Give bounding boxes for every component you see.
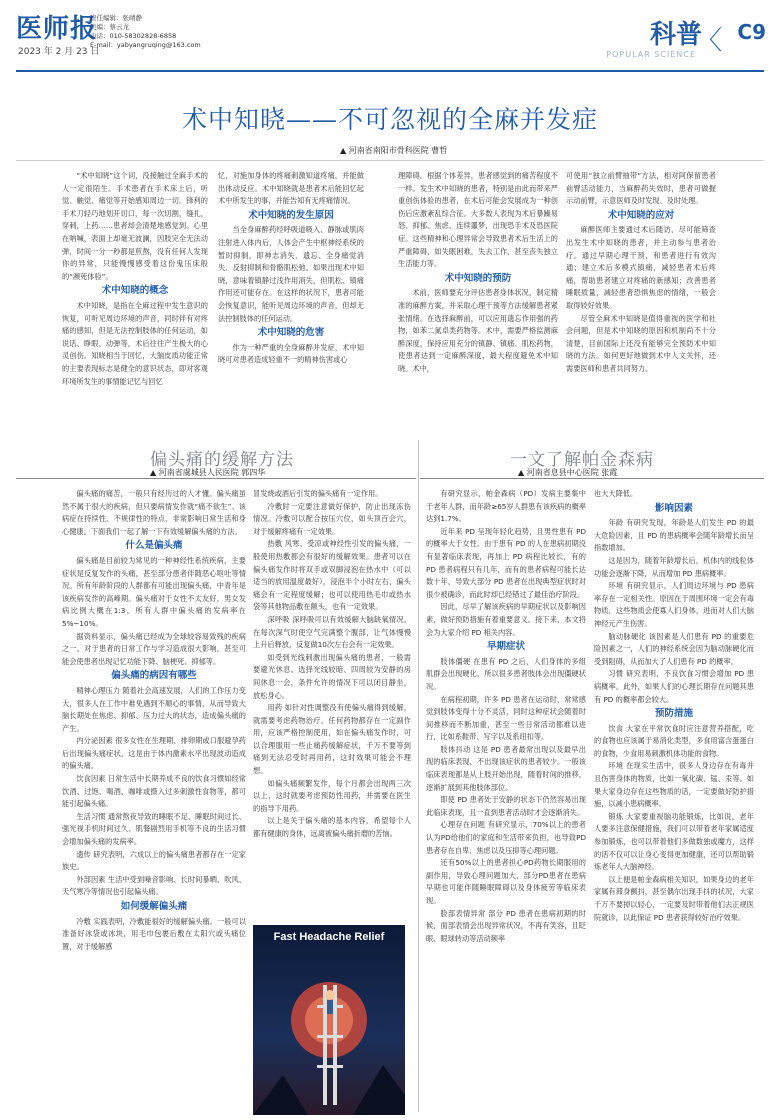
section-title: 科普 (649, 20, 702, 50)
paragraph: 这是因为，随着年龄增长后，机体内的线粒体功能会逐渐下降，从而增加 PD 患病概率。 (594, 555, 754, 578)
paragraph: 忆，对施加身体的疼痛刺激知道疼痛，并能做出体动反应。术中知晓就是患者术后能回忆起术中所发生的事，并能告知有无疼痛情况。 (218, 171, 364, 206)
paragraph: 偏头痛的痛苦，一般只有经历过的人才懂。偏头痛虽然不属于很大的疾病，但只要病情发作就“痛不欲生”。该病症在持续性、不规律性的特点，非常影响日常生活和身心健康。下面我们一起了解一下有效缓解偏头痛的方法。 (62, 489, 246, 536)
editor-line: 责任编辑：张晴静 (90, 14, 142, 22)
paragraph: 年龄 有研究发现，年龄是人们发生 PD 的最大危险因素，且 PD 的患病概率会随年龄增长而呈指数增加。 (594, 518, 754, 553)
paragraph: 外部因素 生活中受到噪音影响、长时间暴晒、吹风、天气寒冷等情况也引起偏头痛。 (62, 874, 246, 897)
paragraph: “术中知晓”这个词，没接触过全麻手术的人一定很陌生。手术患者在手术床上后，听觉、触觉、痛觉等开始感知周边一切。锋利的手术刀轻巧地划开切口，每一次切割，缝扎，穿刺，上药……患者却会清楚地感觉到。心里在呐喊，表面上却毫无波澜，因肢完全无法动弹，时间一分一秒都是煎熬，没有任何人发现你的异常，只能慢慢感受着这份鬼压床般的“濒死体验”。 (62, 171, 208, 281)
figure-title: Fast Headache Relief (273, 931, 385, 943)
paragraph: 当全身麻醉药经呼吸道吸入、静脉或肌肉注射进入体内后，人体会产生中枢神经系统的暂时抑制，即神志消失、遗忘、全身痛觉消失、反射抑制和骨骼肌松弛。如果出现术中知晓，意味着镇静过浅作用消失，但肌松、镇痛作用还可能存在。在这样的状况下，患者可能会恢复意识，能听见周边环境的声音，但却无法控制肢体的任何运动。 (218, 225, 364, 323)
head-illustration-icon (253, 925, 405, 1115)
page-number: C9 (737, 20, 766, 44)
article3-title: 一文了解帕金森病 (510, 450, 654, 470)
paragraph: 如受到光线刺激出现偏头痛的患者，一般需要避光休息。选择光线较暗、四周较为安静的房间休息一会，条件允许的情况下可以闭目静坐，放松身心。 (253, 652, 411, 700)
article1-rule (16, 160, 764, 161)
paragraph: 偏头痛是目前较为常见的一种神经性系统疾病，主要症状是反复发作的头痛，甚至部分患者伴随恶心呕吐等情况。所有年龄阶段的人群都有可能出现偏头痛，中青年是该疾病发作的高峰期。偏头痛对于女性不太友好，男女发病比例大概在1:3，所有人群中偏头痛的发病率在5%~10%。 (62, 555, 246, 628)
article1-title: 术中知晓——不可忽视的全麻并发症 (181, 105, 598, 134)
article1-byline: ▲ 河南省南阳市骨科医院 曹哲 (340, 146, 448, 155)
section-subtitle: POPULAR SCIENCE (606, 50, 696, 59)
article3-rule (420, 478, 764, 479)
subheading: 术中知晓的预防 (444, 272, 512, 284)
paragraph: 还有50%以上的患者担心PD药物长期服用的副作用，导致心理问题加大，部分PD患者在患病早期也可能伴随睡眠障碍以及身体疲劳等临床表现。 (426, 858, 586, 905)
article2-title: 偏头痛的缓解方法 (150, 450, 294, 470)
paragraph: 近年来 PD 呈现年轻化趋势，且男性患有 PD 的概率大于女性。由于患有 PD 的人在患病初期没有显著临床表现，再加上 PD 病程比较长，有的 PD 患者病程只有几年，而有的患者病程可能长达数十年，导致大部分 PD 患者在出现典型症状时对很少被确诊，而此时却已经错过了最佳治疗阶段。 (426, 526, 586, 599)
article2-colA (62, 488, 246, 953)
subheading: 如何缓解偏头痛 (120, 901, 188, 912)
paragraph: 冒发烧或酒后引发的偏头痛有一定作用。 (253, 489, 383, 498)
paragraph: 精神心理压力 随着社会高速发展，人们的工作压力变大，很多人在工作中难免遇到不顺心的事情，从而导致大脑长期处在焦虑、抑郁、压力过大的状态，造成偏头痛的产生。 (62, 685, 246, 733)
paragraph: 冷敷 实践表明，冷敷能很好的缓解偏头痛。一般可以准备好冰袋或冰块，用毛巾包裹后敷在太阳穴或头痛位置，对于缓解感 (62, 916, 246, 951)
paragraph: 因此，尽早了解该疾病的早期症状以及影响因素，做好预防措施有着重要意义。接下来，本文将会为大家介绍 PD 相关内容。 (426, 602, 586, 637)
article1-col3 (398, 170, 558, 376)
paragraph: 尽管全麻术中知晓是值得重视的医学和社会问题，但是术中知晓的原因和机制尚不十分清楚，目前国际上还没有能够完全预防术中知晓的方法。如何更好地做到术中人文关怀，还需要医师和患者共同努力。 (566, 313, 716, 373)
editor-line: 美编：蔡云龙 (90, 23, 129, 31)
subheading: 术中知晓的危害 (257, 327, 325, 339)
paragraph: 可使用“独立前臂抽带”方法，相对阿保留患者前臂活动能力，当麻醉药失效时，患者可做握示动前臂，示意医师及时发现、及时处理。 (566, 171, 716, 206)
article1-col2 (218, 170, 364, 367)
paragraph: 即使 PD 患者处于安静的状态下仍然容易出现此临床表现，且一直到患者活动时才会逐渐消失。 (426, 795, 586, 817)
issue-date: 2023 年 2 月 23 日 (18, 47, 100, 57)
paragraph: 肢体抖动 这是 PD 患者最常出现以及最早出现的临床表现，不出现该症状的患者较少。一般该临床表现都是从上肢开始出现，随着时间的推移，逐渐扩展到其他肢体部位。 (426, 744, 586, 792)
subheading: 早期症状 (486, 641, 525, 653)
paragraph: 如偏头痛频繁发作，每个月都会出现两三次以上，这时就要考虑预防性用药，并需要在医生的指导下用药。 (253, 778, 411, 813)
paragraph: 环境 有研究显示，人们周边环境与 PD 患病率存在一定相关性。原因在于周围环境一定会有毒物质，这些物质会使寡人们身体，进而对人们大脑神经元产生伤害。 (594, 581, 754, 628)
article3-byline: ▲ 河南省息县中心医院 张霞 (518, 468, 618, 477)
subheading: 预防措施 (654, 708, 693, 720)
header-rule (16, 70, 764, 72)
paragraph: 有研究显示，帕金森病（PD）发病主要集中于老年人群，而年龄≥65岁人群患有该疾病的概率达到1.7%。 (426, 489, 586, 524)
paragraph: 饮食 大家在平常饮食时应注意营养搭配，吃的食物也应该属于易消化类型，多食用富含蛋蛋白的食物，少食用易刺激机体功能的食物。 (594, 723, 754, 758)
article3-colD (594, 488, 754, 924)
paragraph: 以上便是帕金森病相关知识，如果身边的老年家属有滞身颤抖，甚至偶尔出现手抖的状况，大家千万不要掉以轻心，一定要及时带着他们去正规医院就诊，以此保证 PD 患者获得较好治疗效果。 (594, 874, 754, 922)
paragraph: 锻炼 大家要重视脑功能锻炼，比如说，老年人要多注意保健措施，我们可以带着老年家属适度参加锻炼，也可以带着他们多做数独或魔方，这样的话不仅可以让身心变得更加健康，还可以帮助锻炼老年人大脑神经。 (594, 811, 754, 872)
paragraph: 遗传 研究表明，六成以上的偏头痛患者都存在一定家族史。 (62, 849, 246, 872)
paragraph: 用药 如针对性调整没有使偏头痛得到缓解，就需要考虑药物治疗。任何药物都存在一定副作用，应该严格控制使用，如在偏头痛发作时，可以合理服用一些止痛药缓解症状，千万不要等到痛到无法忍受时再用药，这时效果可能会不理想。 (253, 703, 411, 776)
editor-line: E-mail：yabyangruqing@163.com (90, 41, 201, 49)
editor-info (90, 14, 201, 50)
column-divider (418, 440, 419, 1112)
paragraph: 脑动脉硬化 该因素是人们患有 PD 的重要危险因素之一，人们的神经系统会因为脑动脉硬化而受到阻碍，从而加大了人们患有 PD 的概率。 (594, 631, 754, 666)
paragraph: 热敷 风寒、受凉或神经性引发的偏头痛，一般使用热敷都会有很好的缓解效果。患者可以在偏头痛发作时将双手或双脚浸泡在热水中（可以适当的放用温度最好），浸泡半个小时左右，偏头痛会有一定程度缓解；也可以使用热毛巾或热水袋等其他物品敷在额头，也有一定效果。 (253, 539, 411, 612)
paragraph: 理障碍。根据个体差异，患者感觉到的痛苦程度不一样。发生术中知晓的患者，特别是由此而带来严重创伤体验的患者，在术后可能会发展成为一种创伤后应激紊乱综合征。大多数人表现为术后暴躁易怒、抑郁、焦虑、连续噩梦，出现恐手术及恐医院症。这些精神和心理异常会导致患者术后生活上的严重障碍，如失眠困难，失去工作，甚至丧失独立生活能力等。 (398, 171, 558, 269)
paragraph: 心理存在问题 有研究显示，70%以上的患者认为PD给他们的家庭和生活带来负担，也导致PD患者存在自卑、焦虑以及压抑等心理问题。 (426, 820, 586, 855)
paragraph: 习惯 研究表明，不良饮食习惯会增加 PD 患病概率。此外，如果人们的心理长期存在问题其患有 PD 的概率都会较大。 (594, 669, 754, 704)
subheading: 术中知晓的发生原因 (248, 209, 334, 221)
article2-rule (16, 478, 416, 479)
paragraph: 术前，医师要充分评估患者身体状况，制定精准的麻醉方案，并采取心理干预等方法缓解患者紧张情绪。在选择麻醉前，可以应用遗忘作用强的药物，如苯二氮卓类药物等。术中，需要严格监测麻醉深度，保持应用充分的镇静、镇痛、肌松药物，使患者达到一定麻醉深度，最大程度避免术中知晓。术中， (398, 288, 558, 373)
paragraph: 麻醉医师主要通过术后随访，尽可能筛查出发生术中知晓的患者，并主动参与患者治疗。通过早期心理干预，和患者进行有效沟通；建立术后多模式镇痛，减轻患者术后疼痛，帮助患者建立对疼痛的新感知；改善患者睡眠质量，减轻患者恐惧焦虑的情绪，一般会取得较好效果。 (566, 225, 716, 310)
paragraph: 生活习惯 通常熬夜导致的睡眠不足、睡眠时间过长、强光视手机时间过久、肌餐剧烈用手机等不良的生活习惯会增加偏头痛的发病率。 (62, 811, 246, 847)
paragraph: 深呼吸 深呼吸可以有效缓解大脑缺氧情况。在每次深气时使空气完满整个腹部，让气体慢慢上升后释放，反复做10次左右会有一定效果。 (253, 614, 411, 650)
paragraph: 术中知晓，是指在全麻过程中发生意识的恢复，可听见周边环境的声音，同时伴有对疼痛的感知，但是无法控制肢体的任何运动，如说话、睁眼、动弹等，术后往往产生极大的心灵创伤。知晓相当于回忆，大脑皮质功能正常的主要表现标志是健全的意识状态，即对客观环境所发生的事情能记忆与回忆 (62, 300, 208, 386)
subheading: 影响因素 (654, 502, 693, 514)
paragraph: 饮食因素 日常生活中长期养成不良的饮食习惯如经常饮酒、过饱、喝酒、咖啡或摄入过多刺激性食物等，都可能引起偏头痛。 (62, 774, 246, 809)
subheading: 术中知晓的概念 (101, 285, 169, 297)
subheading: 术中知晓的应对 (607, 209, 675, 221)
article1-col1 (62, 170, 208, 388)
subheading: 偏头痛的病因有哪些 (111, 670, 197, 682)
paragraph: 环境 在现实生活中，很多人身边存在有毒并且伤害身体的物质，比如一氧化碳、锰、汞等。如果大家身边存在这些物质的话，一定要做好防护措施，以减小患病概率。 (594, 761, 754, 809)
paragraph: 冷敷时一定要注意做好保护，防止出现冻伤情况。冷敷可以配合按压穴位，如头顶百会穴，对于缓解疼痛有一定效果。 (253, 501, 411, 536)
paragraph: 作为一种严重的全身麻醉并发症，术中知晓可对患者造成轻重不一的精神伤害或心 (218, 342, 364, 365)
editor-line: 电话：010-58302828-6858 (90, 32, 177, 40)
page-bracket-icon: 〈 (695, 26, 722, 56)
article1-col4 (566, 170, 716, 376)
paragraph: 内分泌因素 很多女性在生理期、排卵期或口服避孕药后出现偏头痛症状，这是由于体内激素水平出现波动造成的偏头痛。 (62, 736, 246, 771)
newspaper-logo: 医师报 (16, 14, 98, 44)
headache-illustration (253, 925, 405, 1115)
subheading: 什么是偏头痛 (125, 540, 183, 552)
paragraph: 也大大降低。 (594, 489, 638, 498)
article2-byline: ▲ 河南省虞城县人民医院 郭四华 (150, 468, 266, 477)
article3-colC (426, 488, 586, 945)
paragraph: 脸部表情异常 部分 PD 患者在患病初期的时候，面部表情会出现异常状况，不再有笑容，且眨眼、眼球转动等活动频率 (426, 908, 586, 943)
paragraph: 以上是关于偏头痛的基本内容，希望每个人都有健康的身体，远离被偏头痛折磨的苦恼。 (253, 816, 411, 839)
paragraph: 据资料显示，偏头痛已经成为全球较容易致残的疾病之一。对于患者的日常工作与学习造成很大影响，甚至可能会使患者出现记忆功能下降、脑梗死、抑郁等。 (62, 631, 246, 666)
paragraph: 在病程初期，许多 PD 患者在运动时，常常感觉到肢体变得十分不灵活，同时这种症状会随着时间推移而不断加重，甚至一些日常活动都难以进行，比如系鞋带、写字以及系纽扣等。 (426, 694, 586, 742)
article2-colB (253, 488, 411, 841)
paragraph: 肢体僵硬 在患有 PD 之后，人们身体的多组肌群会出现硬化，所以很多患者肢体会出现僵硬状况。 (426, 656, 586, 691)
